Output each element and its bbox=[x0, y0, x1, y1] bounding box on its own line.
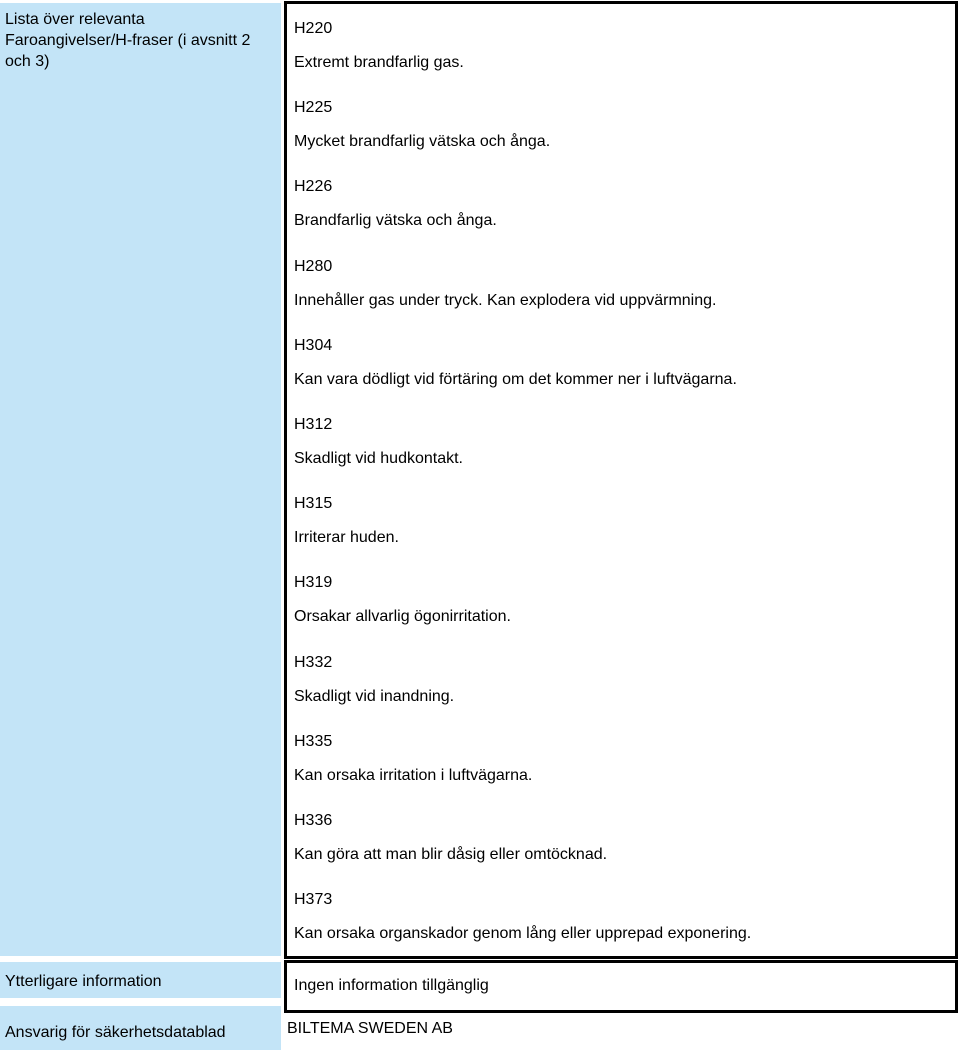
hazard-phrase-code: H280 bbox=[294, 257, 333, 275]
hazard-phrase-text: Extremt brandfarlig gas. bbox=[294, 54, 464, 71]
hazard-phrase-code: H332 bbox=[294, 653, 333, 671]
hazard-phrase-text: Kan göra att man blir dåsig eller omtöcknad. bbox=[294, 845, 608, 863]
hazard-phrase-code: H336 bbox=[294, 811, 333, 829]
hazard-phrase-item bbox=[294, 336, 955, 415]
hazard-phrase-text: Kan vara dödligt vid förtäring om det kommer ner i luftvägarna. bbox=[294, 370, 737, 388]
hazard-phrase-code: H226 bbox=[294, 178, 333, 196]
hazard-phrase-text: Kan orsaka irritation i luftvägarna. bbox=[294, 766, 533, 784]
hazard-phrase-code: H319 bbox=[294, 574, 333, 592]
hazard-phrase-item bbox=[294, 177, 955, 256]
hazard-phrase-text: Irriterar huden. bbox=[294, 529, 399, 547]
hazard-phrase-text: Skadligt vid inandning. bbox=[294, 687, 455, 705]
hazard-phrase-item bbox=[294, 573, 955, 652]
hazard-phrase-item bbox=[294, 653, 955, 732]
hazard-phrase-code: H315 bbox=[294, 495, 333, 513]
hazard-phrase-text: Kan orsaka organskador genom lång eller upprepad exponering. bbox=[294, 925, 752, 943]
hazard-phrase-text: Orsakar allvarlig ögonirritation. bbox=[294, 608, 511, 626]
hazard-phrase-list bbox=[294, 19, 955, 969]
hazard-phrases-box bbox=[284, 1, 958, 959]
hazard-phrase-item bbox=[294, 494, 955, 573]
hazard-phrase-text: Skadligt vid hudkontakt. bbox=[294, 449, 463, 467]
responsible-label bbox=[0, 1006, 281, 1050]
additional-info-value: Ingen information tillgänglig bbox=[294, 977, 489, 994]
additional-info-box bbox=[284, 960, 958, 1013]
hazard-phrase-item bbox=[294, 257, 955, 336]
hazard-phrase-text: Brandfarlig vätska och ånga. bbox=[294, 212, 497, 230]
hazard-phrase-item bbox=[294, 890, 955, 969]
additional-info-label bbox=[0, 962, 281, 998]
hazard-phrase-text: Innehåller gas under tryck. Kan explodera vid uppvärmning. bbox=[294, 291, 717, 309]
hazard-list-label bbox=[0, 3, 281, 956]
hazard-phrase-item bbox=[294, 98, 955, 177]
hazard-phrase-item bbox=[294, 415, 955, 494]
hazard-list-label-text: Lista över relevanta Faroangivelser/H-fraser (i avsnitt 2 och 3) bbox=[5, 11, 251, 70]
hazard-phrase-code: H335 bbox=[294, 732, 333, 750]
responsible-label-text: Ansvarig för säkerhetsdatablad bbox=[5, 1024, 226, 1041]
hazard-phrase-item bbox=[294, 732, 955, 811]
hazard-phrase-text: Mycket brandfarlig vätska och ånga. bbox=[294, 133, 551, 151]
hazard-phrase-item bbox=[294, 19, 955, 98]
hazard-phrase-item bbox=[294, 811, 955, 890]
responsible-value: BILTEMA SWEDEN AB bbox=[287, 1020, 453, 1037]
hazard-phrase-code: H312 bbox=[294, 415, 333, 433]
hazard-phrase-code: H225 bbox=[294, 99, 333, 117]
additional-info-label-text: Ytterligare information bbox=[5, 973, 162, 990]
hazard-phrase-code: H373 bbox=[294, 891, 333, 909]
hazard-phrase-code: H220 bbox=[294, 20, 333, 37]
hazard-phrase-code: H304 bbox=[294, 336, 333, 354]
